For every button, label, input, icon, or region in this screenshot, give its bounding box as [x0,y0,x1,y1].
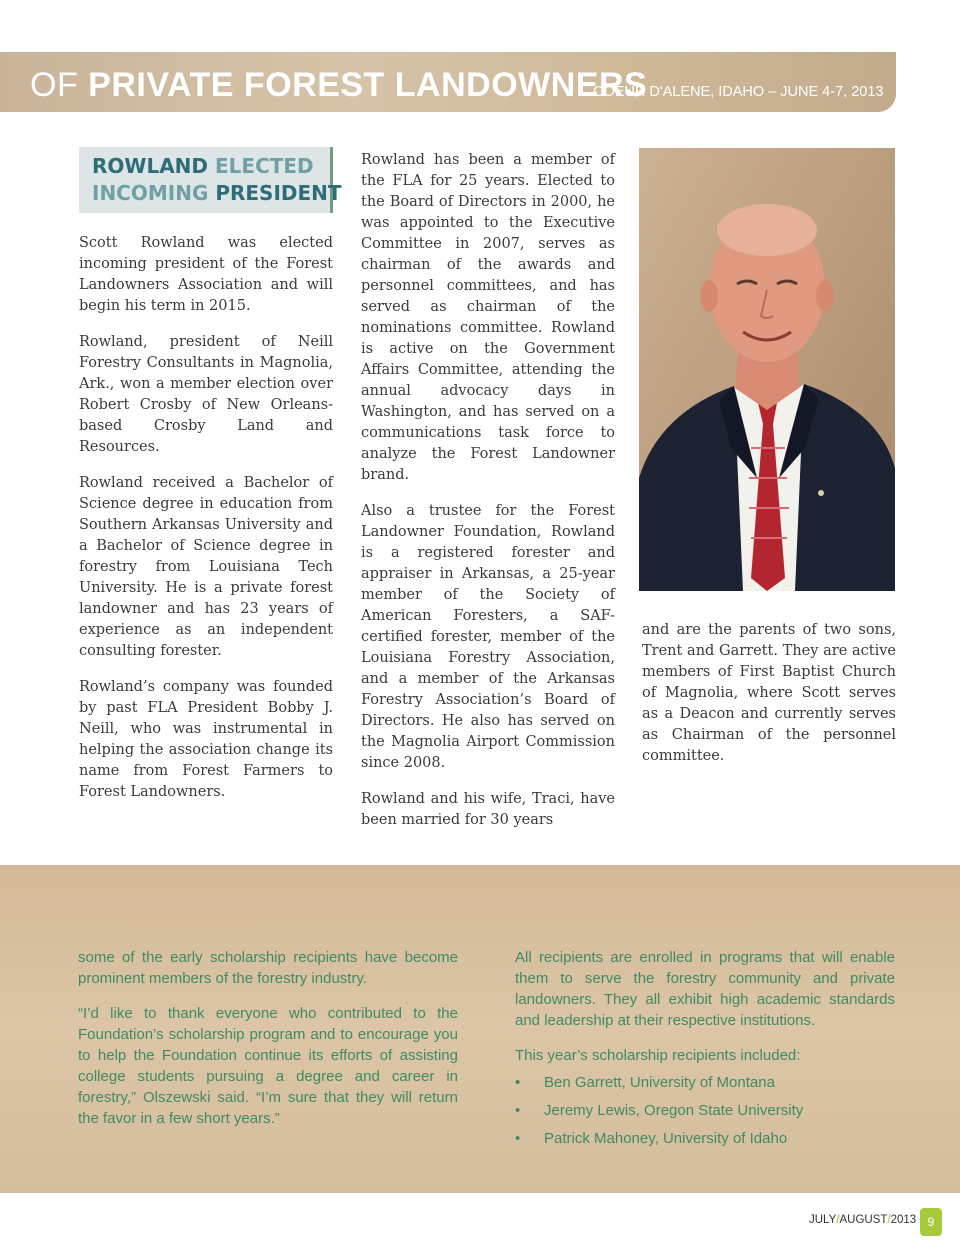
paragraph: some of the early scholarship recipients have become prominent members of the forestry industry. [78,949,458,987]
page-number: 9 [920,1208,942,1236]
recipient-name: Ben Garrett, University of Montana [544,1074,775,1091]
paragraph: Scott Rowland was elected incoming president of the Forest Landowners Association and will begin his term in 2015. [79,235,333,314]
paragraph: Rowland received a Bachelor of Science degree in education from Southern Arkansas University and a Bachelor of Science degree in forestry from Louisiana Tech University. He is a private forest landowner and has 23 years of experience as an independent consulting forester. [79,475,333,659]
recipient-name: Jeremy Lewis, Oregon State University [544,1102,804,1119]
heading-word: ROWLAND [92,154,209,178]
portrait-photo [639,148,895,591]
issue-date [809,1214,916,1226]
section-title-prefix: OF [30,66,79,104]
list-item [515,1128,895,1149]
article-column-1 [79,233,333,818]
recipient-name: Patrick Mahoney, University of Idaho [544,1130,788,1147]
article-column-2 [361,150,615,846]
separator: / [887,1214,891,1226]
recipient-list [515,1072,895,1149]
article-heading [92,153,342,207]
paragraph: All recipients are enrolled in programs that will enable them to serve the forestry community and private landowners. They all exhibit high academic standards and leadership at their respective institutions. [515,949,895,1029]
section-title-main: PRIVATE FOREST LANDOWNERS [88,66,648,104]
list-item [515,1100,895,1121]
section-title [30,66,647,105]
portrait-illustration [639,148,895,591]
paragraph: This year’s scholarship recipients included: [515,1047,801,1064]
heading-word: PRESIDENT [215,181,342,205]
paragraph: Rowland has been a member of the FLA for 25 years. Elected to the Board of Directors in 2000, he was appointed to the Executive Committee in 2007, serves as chairman of the awards and personnel committees, and has served as chairman of the nominations committee. Rowland is active on the Government Affairs Committee, attending the annual advocacy days in Washington, and has served on a communications task force to analyze the Forest Landowner brand. [361,152,615,483]
paragraph: and are the parents of two sons, Trent and Garrett. They are active members of First Baptist Church of Magnolia, where Scott serves as a Deacon and currently serves as Chairman of the personnel committee. [642,622,896,764]
paragraph: Rowland’s company was founded by past FLA President Bobby J. Neill, who was instrumental in helping the association change its name from Forest Farmers to Forest Landowners. [79,679,333,800]
issue-month: AUGUST [839,1214,888,1226]
paragraph: Also a trustee for the Forest Landowner Foundation, Rowland is a registered forester and appraiser in Arkansas, a 25-year member of the Society of American Foresters, a SAF-certified forester, member of the Louisiana Forestry Association, and a member of the Arkansas Forestry Association’s Board of Directors. He also has served on the Magnolia Airport Commission since 2008. [361,503,615,771]
heading-word: ELECTED [215,154,314,178]
bullet-icon: • [515,1074,521,1091]
scholarship-column-left [78,947,458,1143]
issue-year: 2013 [890,1214,917,1226]
bullet-icon: • [515,1130,521,1147]
article-column-3 [642,620,896,782]
event-subtitle: COEUR D'ALENE, IDAHO – JUNE 4-7, 2013 [593,84,884,100]
list-item [515,1072,895,1093]
paragraph: Rowland and his wife, Traci, have been married for 30 years [361,791,615,828]
heading-word: INCOMING [92,181,209,205]
separator: / [836,1214,840,1226]
paragraph: Rowland, president of Neill Forestry Consultants in Magnolia, Ark., won a member election over Robert Crosby of New Orleans-based Crosby Land and Resources. [79,334,333,455]
paragraph: “I’d like to thank everyone who contributed to the Foundation’s scholarship program and to encourage you to help the Foundation continue its efforts of assisting college students pursuing a degree and career in forestry,” Olszewski said. “I’m sure that they will return the favor in a few short years.” [78,1005,458,1127]
issue-month: JULY [809,1214,837,1226]
article-heading-box [79,147,342,213]
bullet-icon: • [515,1102,521,1119]
scholarship-column-right [515,947,895,1156]
